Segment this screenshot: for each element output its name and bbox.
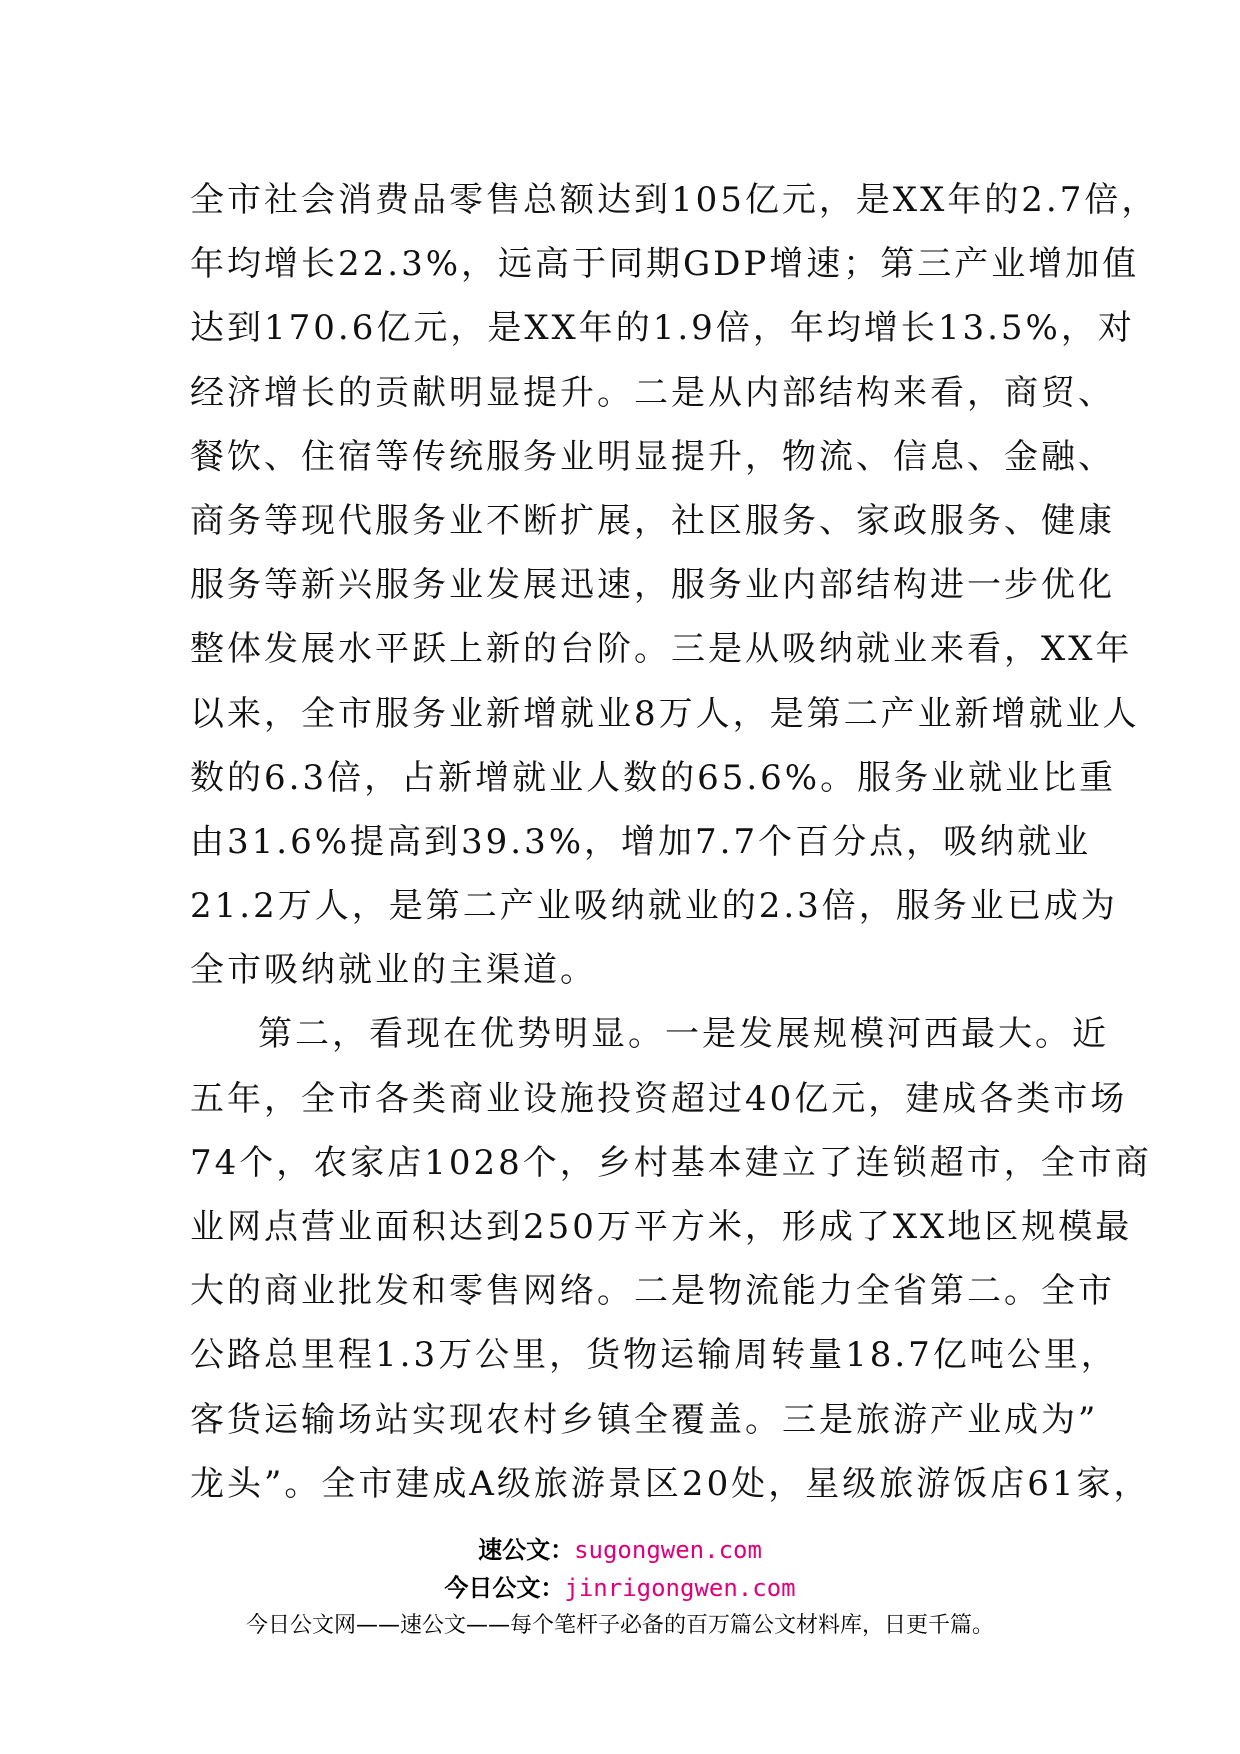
body-line-10: 数的6.3倍，占新增就业人数的65.6%。服务业就业比重 <box>190 757 1117 798</box>
body-line-13: 全市吸纳就业的主渠道。 <box>190 950 597 991</box>
footer-link-jinrigongwen[interactable]: jinrigongwen.com <box>564 1574 796 1602</box>
body-line-3: 达到170.6亿元，是XX年的1.9倍，年均增长13.5%，对 <box>190 308 1135 349</box>
body-line-5: 餐饮、住宿等传统服务业明显提升，物流、信息、金融、 <box>190 436 1115 477</box>
footer-sugongwen <box>0 1530 1240 1565</box>
body-line-20: 客货运输场站实现农村乡镇全覆盖。三是旅游产业成为” <box>190 1399 1099 1440</box>
body-line-4: 经济增长的贡献明显提升。二是从内部结构来看，商贸、 <box>190 372 1115 413</box>
body-line-19: 公路总里程1.3万公里，货物运输周转量18.7亿吨公里， <box>190 1335 1118 1376</box>
body-line-12: 21.2万人，是第二产业吸纳就业的2.3倍，服务业已成为 <box>190 886 1118 927</box>
body-line-14: 第二，看现在优势明显。一是发展规模河西最大。近 <box>258 1014 1109 1055</box>
body-line-17: 业网点营业面积达到250万平方米，形成了XX地区规模最 <box>190 1207 1133 1247</box>
body-line-8: 整体发展水平跃上新的台阶。三是从吸纳就业来看，XX年 <box>190 629 1133 670</box>
body-line-9: 以来，全市服务业新增就业8万人，是第二产业新增就业人 <box>190 693 1140 734</box>
body-line-1: 全市社会消费品零售总额达到105亿元，是XX年的2.7倍， <box>190 180 1159 220</box>
footer-label-jinrigongwen: 今日公文： <box>444 1574 565 1602</box>
body-line-15: 五年，全市各类商业设施投资超过40亿元，建成各类市场 <box>190 1078 1128 1119</box>
footer-label-sugongwen: 速公文： <box>478 1536 575 1564</box>
body-line-11: 由31.6%提高到39.3%，增加7.7个百分点，吸纳就业 <box>190 821 1092 862</box>
footer-tagline <box>0 1608 1240 1639</box>
body-line-2: 年均增长22.3%，远高于同期GDP增速；第三产业增加值 <box>190 244 1140 285</box>
document-body <box>190 168 1159 1516</box>
footer-link-sugongwen[interactable]: sugongwen.com <box>574 1536 762 1564</box>
body-line-21: 龙头”。全市建成A级旅游景区20处，星级旅游饭店61家， <box>190 1463 1151 1504</box>
footer-jinrigongwen <box>0 1568 1240 1603</box>
body-line-7: 服务等新兴服务业发展迅速，服务业内部结构进一步优化 <box>190 565 1115 606</box>
footer-tagline-text: 今日公文网——速公文——每个笔杆子必备的百万篇公文材料库，日更千篇。 <box>245 1613 994 1638</box>
body-line-16: 74个，农家店1028个，乡村基本建立了连锁超市，全市商 <box>190 1142 1152 1183</box>
body-line-6: 商务等现代服务业不断扩展，社区服务、家政服务、健康 <box>190 500 1115 541</box>
body-line-18: 大的商业批发和零售网络。二是物流能力全省第二。全市 <box>190 1271 1115 1312</box>
